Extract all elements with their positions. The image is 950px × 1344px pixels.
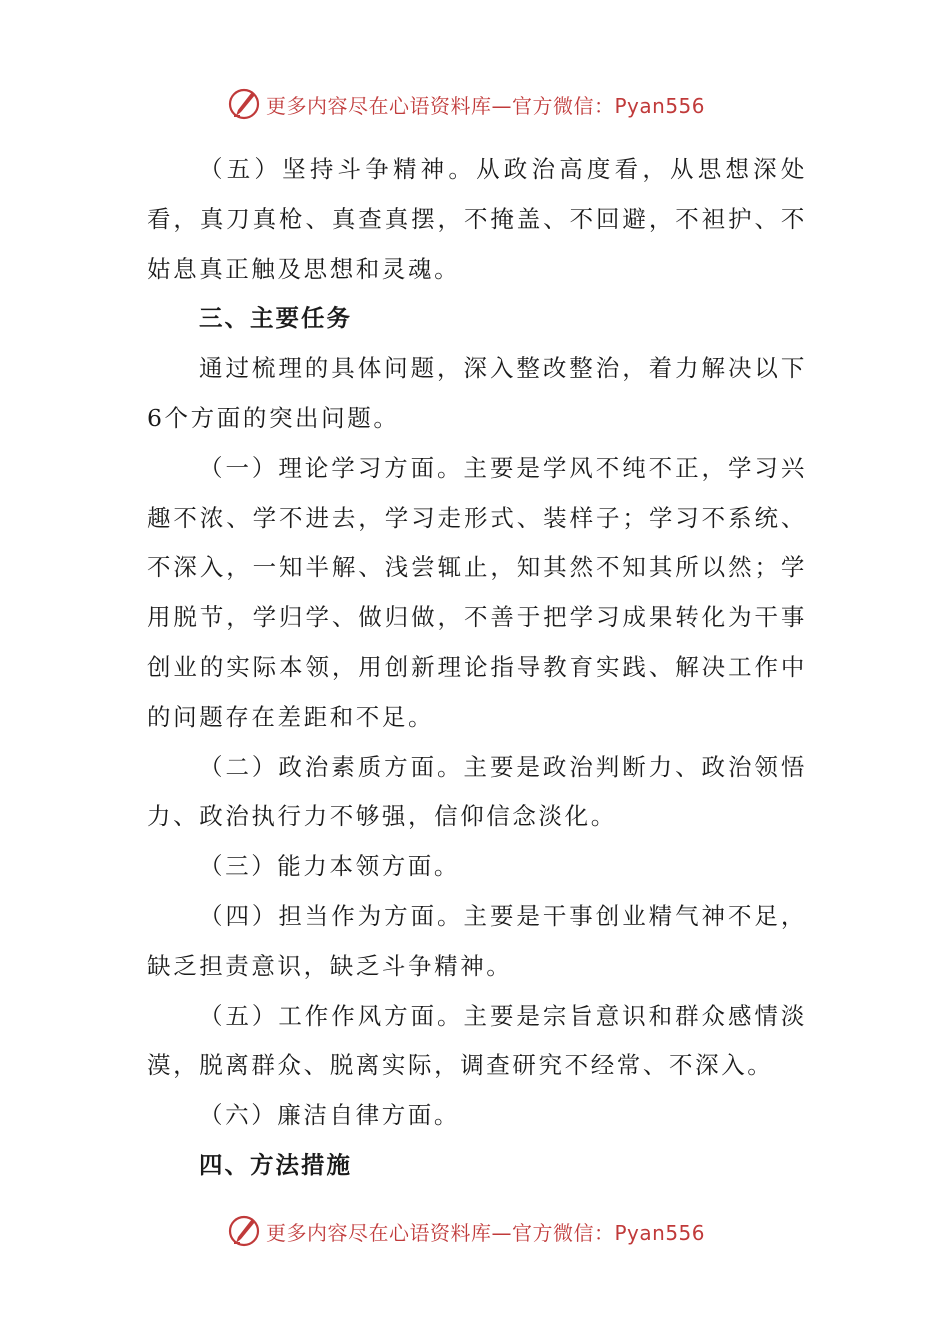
watermark-text: 更多内容尽在心语资料库—官方微信：Pyan556 (266, 1220, 706, 1245)
quill-logo-icon (226, 86, 262, 122)
paragraph-task-6: （六）廉洁自律方面。 (199, 1101, 460, 1130)
quill-logo-icon (226, 1213, 262, 1249)
watermark-text: 更多内容尽在心语资料库—官方微信：Pyan556 (266, 93, 706, 118)
footer-watermark (226, 1211, 705, 1251)
paragraph-task-1: （一）理论学习方面。主要是学风不纯不正，学习兴趣不浓、学不进去，学习走形式、装样子；学习不系统、不深入，一知半解、浅尝辄止，知其然不知其所以然；学用脱节，学归学、做归做，不善于把学习成果转化为干事创业的实际本领，用创新理论指导教育实践、解决工作中的问题存在差距和不足。 (147, 453, 807, 731)
section-heading-main-tasks: 三、主要任务 (199, 304, 352, 333)
section-heading-methods: 四、方法措施 (199, 1150, 352, 1179)
document-body (147, 145, 807, 1191)
paragraph-tasks-intro: 通过梳理的具体问题，深入整改整治，着力解决以下6个方面的突出问题。 (147, 354, 807, 432)
header-watermark (226, 84, 705, 124)
paragraph-task-2: （二）政治素质方面。主要是政治判断力、政治领悟力、政治执行力不够强，信仰信念淡化。 (147, 752, 807, 831)
paragraph-task-3: （三）能力本领方面。 (199, 852, 460, 881)
paragraph-task-5: （五）工作作风方面。主要是宗旨意识和群众感情淡漠，脱离群众、脱离实际，调查研究不经常、不深入。 (147, 1001, 807, 1080)
paragraph-commitment-5: （五）坚持斗争精神。从政治高度看，从思想深处看，真刀真枪、真查真摆，不掩盖、不回避，不袒护、不姑息真正触及思想和灵魂。 (147, 155, 807, 283)
paragraph-task-4: （四）担当作为方面。主要是干事创业精气神不足，缺乏担责意识，缺乏斗争精神。 (147, 901, 807, 980)
